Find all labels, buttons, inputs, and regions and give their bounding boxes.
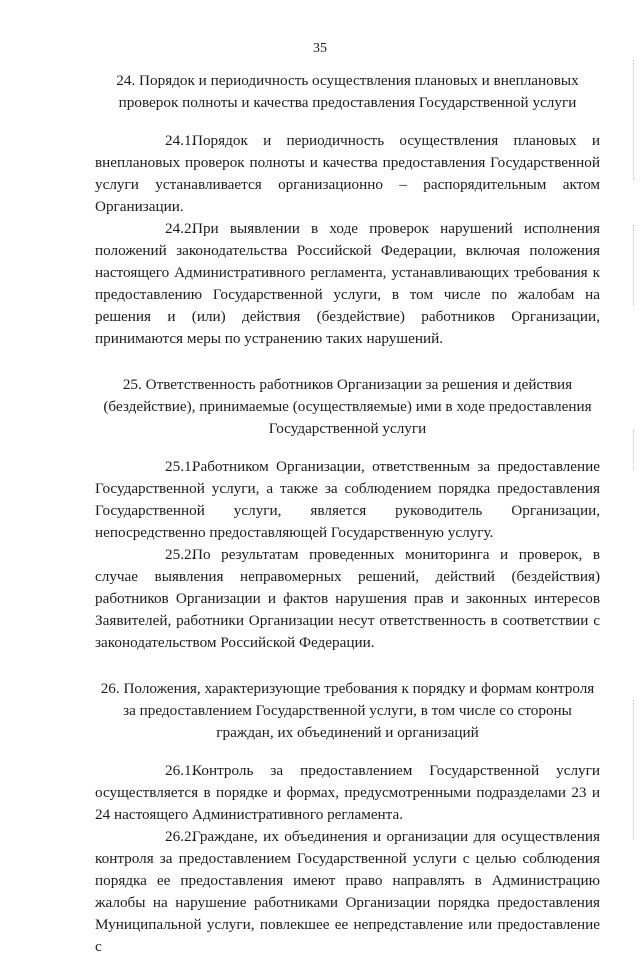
- paragraph-text: Порядок и периодичность осуществления плановых и внеплановых проверок полноты и качества предоставления Государственной услуги устанавливается организационно – распорядительным актом Организации.: [95, 132, 600, 215]
- paragraph-text: Граждане, их объединения и организации для осуществления контроля за предоставлением Государственной услуги с целью соблюдения порядка ее предоставления имеют право направлять в Администрацию жалобы на нарушение работниками Организации порядка предоставления Муниципальной услуги, повлекшее ее непредставление или предоставление с: [95, 828, 600, 955]
- paragraph-number: 24.1.: [165, 132, 196, 149]
- scan-margin-dots: [633, 60, 636, 180]
- paragraph-24-1: [95, 130, 600, 218]
- paragraph-text: При выявлении в ходе проверок нарушений исполнения положений законодательства Российской Федерации, включая положения настоящего Административного регламента, устанавливающих требования к предоставлению Государственной услуги, в том числе по жалобам на решения и (или) действия (бездействие) работников Организации, принимаются меры по устранению таких нарушений.: [95, 220, 600, 347]
- section-heading-26: 26. Положения, характеризующие требования к порядку и формам контроля за предоставлением Государственной услуги, в том числе со стороны граждан, их объединений и организаций: [100, 680, 595, 741]
- paragraph-number: 25.1.: [165, 458, 196, 475]
- page-number: 35: [313, 41, 327, 56]
- scan-margin-dots: [633, 225, 636, 305]
- paragraph-number: 26.1.: [165, 762, 196, 779]
- paragraph-text: Контроль за предоставлением Государственной услуги осуществляется в порядке и формах, предусмотренными подразделами 23 и 24 настоящего Административного регламента.: [95, 762, 600, 823]
- section-heading-25: 25. Ответственность работников Организации за решения и действия (бездействие), принимаемые (осуществляемые) ими в ходе предоставления Государственной услуги: [103, 376, 592, 437]
- paragraph-number: 26.2.: [165, 828, 196, 845]
- paragraph-text: По результатам проведенных мониторинга и проверок, в случае выявления неправомерных решений, действий (бездействия) работников Организации и фактов нарушения прав и законных интересов Заявителей, работники Организации несут ответственность в соответствии с законодательством Российской Федерации.: [95, 546, 600, 651]
- paragraph-25-1: [95, 456, 600, 544]
- paragraph-26-2: [95, 826, 600, 958]
- paragraph-26-1: [95, 760, 600, 826]
- paragraph-number: 25.2.: [165, 546, 196, 563]
- scan-margin-dots: [633, 700, 636, 840]
- paragraph-text: Работником Организации, ответственным за предоставление Государственной услуги, а также за соблюдением порядка предоставления Государственной услуги, является руководитель Организации, непосредственно предоставляющей Государственную услугу.: [95, 458, 600, 541]
- paragraph-25-2: [95, 544, 600, 654]
- paragraph-24-2: [95, 218, 600, 350]
- scan-margin-dots: [633, 430, 636, 470]
- section-heading-24: 24. Порядок и периодичность осуществления плановых и внеплановых проверок полноты и качества предоставления Государственной услуги: [116, 72, 579, 111]
- paragraph-number: 24.2.: [165, 220, 196, 237]
- document-body: [95, 70, 600, 958]
